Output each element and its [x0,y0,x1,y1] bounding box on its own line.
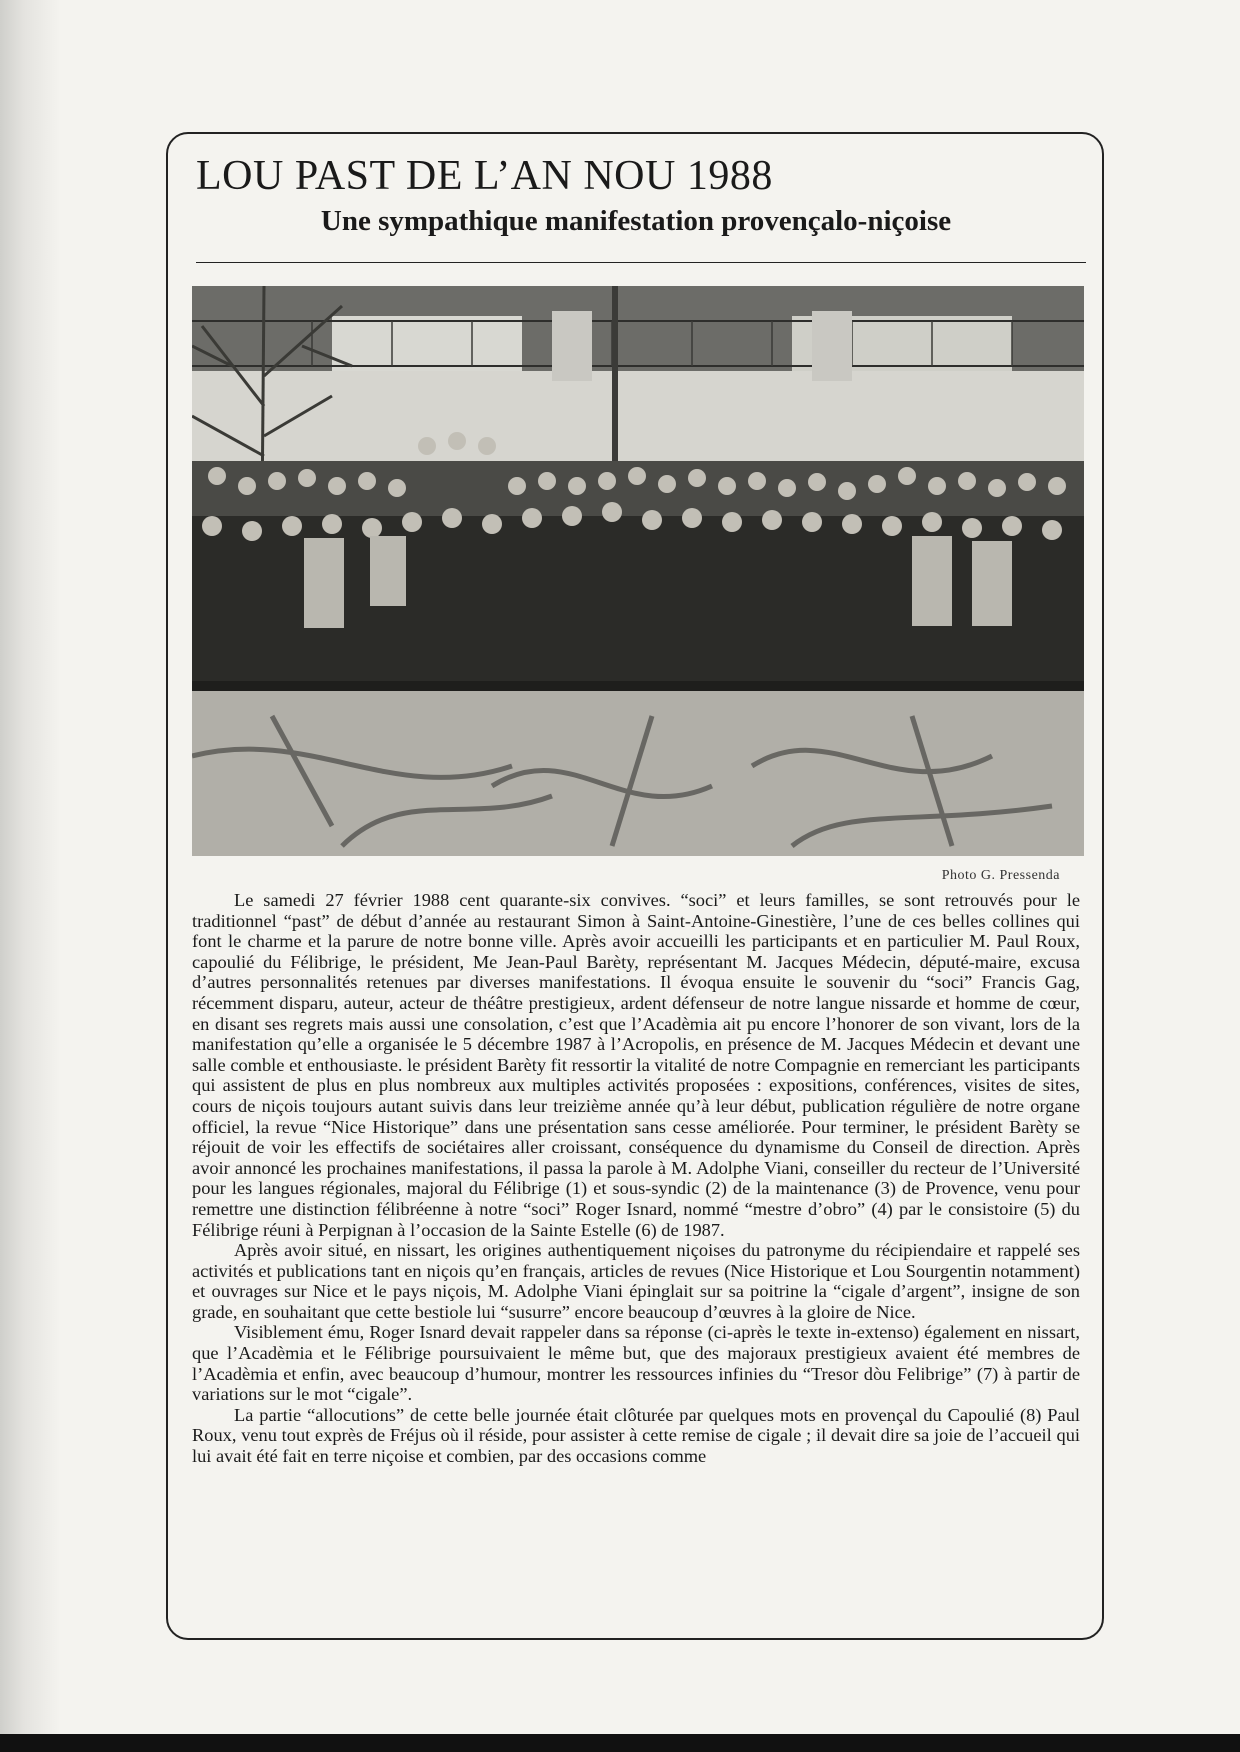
article-subtitle: Une sympathique manifestation provençalo-niçoise [320,205,952,237]
group-photo [192,286,1084,856]
article-body [192,890,1080,1467]
binding-shadow [0,0,60,1752]
group-photo-illustration [192,286,1084,856]
scan-bottom-edge [0,1734,1240,1752]
article-paragraph: La partie “allocutions” de cette belle journée était clôturée par quelques mots en provençal du Capoulié (8) Paul Roux, venu tout exprès de Fréjus où il réside, pour assister à cette remise de cigale ; il devait dire sa joie de l’accueil qui lui avait été fait en terre niçoise et combien, par des occasions comme [192,1404,1080,1467]
photo-credit: Photo G. Pressenda [941,868,1060,883]
title-rule [196,262,1086,263]
article-title: LOU PAST DE L’AN NOU 1988 [196,153,773,199]
article-paragraph: Le samedi 27 février 1988 cent quarante-six convives. “soci” et leurs familles, se sont retrouvés pour le traditionnel “past” de début d’année au restaurant Simon à Saint-Antoine-Ginestière, l’une de ces belles collines qui font le charme et la parure de notre bonne ville. Après avoir accueilli les participants et en particulier M. Paul Roux, capoulié du Félibrige, le président, Me Jean-Paul Barèty, représentant M. Jacques Médecin, député-maire, excusa d’autres personnalités retenues par diverses manifestations. Il évoqua ensuite le souvenir du “soci” Francis Gag, récemment disparu, auteur, acteur de théâtre prestigieux, ardent défenseur de notre langue nissarde et homme de cœur, en disant ses regrets mais aussi une consolation, c’est que l’Acadèmia ait pu encore l’honorer de son vivant, lors de la manifestation qu’elle a organisée le 5 décembre 1987 à l’Acropolis, en présence de M. Jacques Médecin et devant une salle comble et enthousiaste. le président Barèty fit ressortir la vitalité de notre Compagnie en remerciant les participants qui assistent de plus en plus nombreux aux multiples activités proposées : expositions, conférences, visites de sites, cours de niçois toujours autant suivis dans leur treizième année qu’à leur début, publication régulière de notre organe officiel, la revue “Nice Historique” dans une présentation sans cesse améliorée. Pour terminer, le président Barèty se réjouit de voir les effectifs de sociétaires aller croissant, conséquence du dynamisme du Conseil de direction. Après avoir annoncé les prochaines manifestations, il passa la parole à M. Adolphe Viani, conseiller du recteur de l’Université pour les langues régionales, majoral du Félibrige (1) et sous-syndic (2) de la maintenance (3) de Provence, venu pour remettre une distinction félibréenne à notre “soci” Roger Isnard, nommé “mestre d’obro” (4) par le consistoire (5) du Félibrige réuni à Perpignan à l’occasion de la Sainte Estelle (6) de 1987. [192,890,1080,1240]
article-paragraph: Visiblement ému, Roger Isnard devait rappeler dans sa réponse (ci-après le texte in-extenso) également en nissart, que l’Acadèmia et le Félibrige poursuivaient le même but, que des majoraux prestigieux avaient été membres de l’Acadèmia et enfin, avec beaucoup d’humour, montrer les ressources infinies du “Tresor dòu Felibrige” (7) à partir de variations sur le mot “cigale”. [192,1322,1080,1405]
article-paragraph: Après avoir situé, en nissart, les origines authentiquement niçoises du patronyme du récipiendaire et rappelé ses activités et publications tant en niçois qu’en français, articles de revues (Nice Historique et Lou Sourgentin notamment) et ouvrages sur Nice et le pays niçois, M. Adolphe Viani épinglait sur sa poitrine la “cigale d’argent”, insigne de son grade, en souhaitant que cette bestiole lui “susurre” encore beaucoup d’œuvres à la gloire de Nice. [192,1240,1080,1322]
